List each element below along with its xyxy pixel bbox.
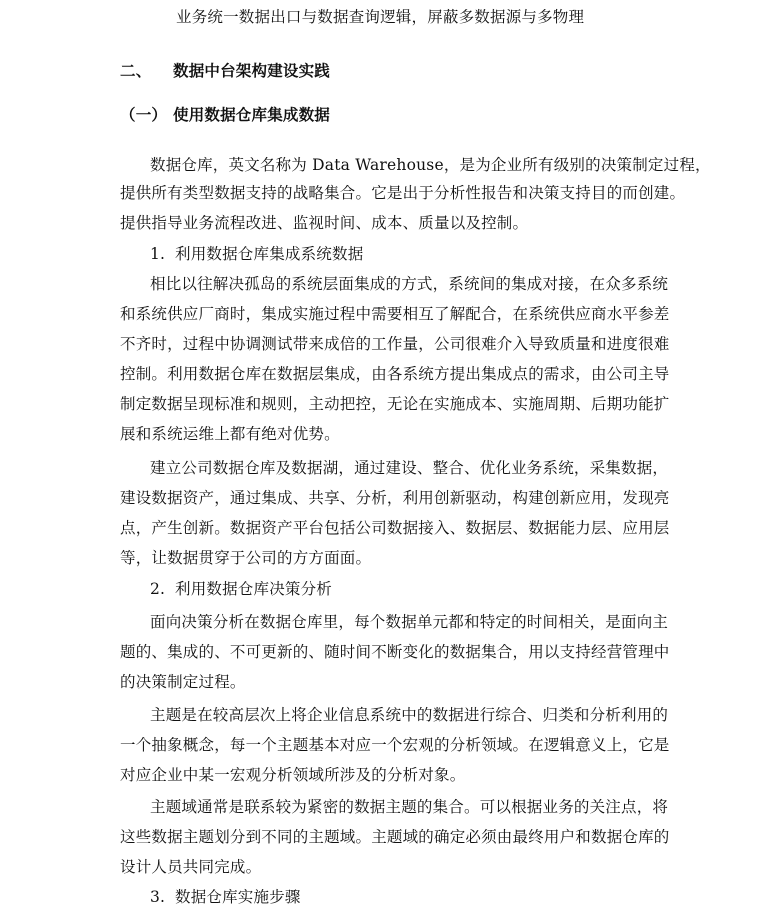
subsection-heading (120, 105, 331, 125)
paragraph-line: 控制。利用数据仓库在数据层集成，由各系统方提出集成点的需求，由公司主导 (120, 365, 670, 383)
paragraph-line: 等，让数据贯穿于公司的方方面面。 (120, 549, 372, 567)
paragraph-line: 一个抽象概念，每一个主题基本对应一个宏观的分析领域。在逻辑意义上，它是 (120, 736, 670, 754)
paragraph-line: 这些数据主题划分到不同的主题域。主题域的确定必须由最终用户和数据仓库的 (120, 828, 670, 846)
paragraph-line: 和系统供应厂商时，集成实施过程中需要相互了解配合，在系统供应商水平参差 (120, 305, 670, 323)
paragraph-line: 提供指导业务流程改进、监视时间、成本、质量以及控制。 (120, 214, 529, 232)
paragraph-line: 展和系统运维上都有绝对优势。 (120, 425, 340, 443)
list-item-heading (150, 887, 301, 907)
paragraph-line: 主题是在较高层次上将企业信息系统中的数据进行综合、归类和分析利用的 (150, 706, 669, 724)
paragraph-line: 主题域通常是联系较为紧密的数据主题的集合。可以根据业务的关注点，将 (150, 798, 669, 816)
list-item-heading (150, 244, 364, 264)
paragraph-line: 提供所有类型数据支持的战略集合。它是出于分析性报告和决策支持目的而创建。 (120, 184, 686, 202)
subsection-title: 使用数据仓库集成数据 (173, 106, 331, 124)
list-item-title: 利用数据仓库决策分析 (175, 580, 333, 598)
paragraph-line: 建立公司数据仓库及数据湖，通过建设、整合、优化业务系统，采集数据， (150, 459, 669, 477)
paragraph-line: 建设数据资产，通过集成、共享、分析，利用创新驱动，构建创新应用，发现亮 (120, 489, 670, 507)
list-item-title: 数据仓库实施步骤 (175, 888, 301, 906)
paragraph-line: 数据仓库，英文名称为 Data Warehouse，是为企业所有级别的决策制定过程， (150, 156, 711, 174)
continuation-line: 业务统一数据出口与数据查询逻辑，屏蔽多数据源与多物理 (176, 8, 585, 26)
list-item-heading (150, 579, 333, 599)
paragraph-line: 不齐时，过程中协调测试带来成倍的工作量，公司很难介入导致质量和进度很难 (120, 335, 670, 353)
paragraph-line: 点，产生创新。数据资产平台包括公司数据接入、数据层、数据能力层、应用层 (120, 519, 670, 537)
paragraph-line: 题的、集成的、不可更新的、随时间不断变化的数据集合，用以支持经营管理中 (120, 643, 670, 661)
list-item-number: 2. (150, 580, 166, 598)
paragraph-line: 制定数据呈现标准和规则，主动把控，无论在实施成本、实施周期、后期功能扩 (120, 395, 670, 413)
paragraph-line: 对应企业中某一宏观分析领域所涉及的分析对象。 (120, 766, 466, 784)
list-item-number: 3. (150, 888, 166, 906)
section-title: 数据中台架构建设实践 (173, 62, 331, 80)
section-number: 二、 (120, 62, 152, 80)
paragraph-line: 相比以往解决孤岛的系统层面集成的方式，系统间的集成对接，在众多系统 (150, 275, 669, 293)
list-item-title: 利用数据仓库集成系统数据 (175, 245, 364, 263)
paragraph-line: 设计人员共同完成。 (120, 858, 262, 876)
paragraph-line: 面向决策分析在数据仓库里，每个数据单元都和特定的时间相关，是面向主 (150, 613, 669, 631)
paragraph-line: 的决策制定过程。 (120, 673, 246, 691)
list-item-number: 1. (150, 245, 166, 263)
section-heading (120, 61, 331, 81)
subsection-number: （一） (120, 106, 168, 124)
